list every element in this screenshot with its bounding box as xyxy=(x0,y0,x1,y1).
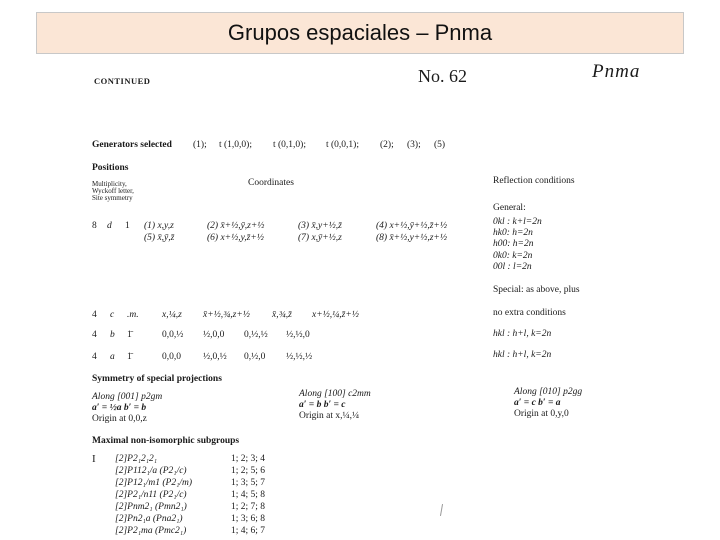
subgroup-entry: [2]P2₁/n11 (P2₁/c) xyxy=(115,490,187,500)
special-site-symmetry: .m. xyxy=(127,310,139,320)
subgroup-indices: 1; 3; 6; 8 xyxy=(231,514,266,524)
coordinate-entry: ½,½,½ xyxy=(286,352,313,362)
reflection-condition: 0kl : k+l=2n xyxy=(493,217,542,227)
group-number: No. 62 xyxy=(418,66,467,86)
special-wyckoff-letter: a xyxy=(110,352,115,362)
reflection-condition: 0k0: k=2n xyxy=(493,251,533,261)
coordinate-entry: (6) x+½,y,z̄+½ xyxy=(207,233,264,243)
slide-title-bar xyxy=(36,12,684,54)
special-multiplicity: 4 xyxy=(92,352,97,362)
coordinate-entry: x+½,¼,z̄+½ xyxy=(312,310,359,320)
coordinate-entry: (4) x+½,ȳ+½,z̄+½ xyxy=(376,221,447,231)
coordinate-entry: ½,½,0 xyxy=(286,330,310,340)
coordinates-label: Coordinates xyxy=(248,178,294,188)
special-wyckoff-letter: b xyxy=(110,330,115,340)
projection-line: Origin at 0,0,z xyxy=(92,414,147,424)
subgroup-indices: 1; 3; 5; 7 xyxy=(231,478,266,488)
generators-label: Generators selected xyxy=(92,140,172,150)
generator-item: (1); xyxy=(193,140,207,150)
coordinate-entry: ½,0,½ xyxy=(203,352,227,362)
coordinate-entry: x,¼,z xyxy=(162,310,182,320)
coordinate-entry: 0,0,½ xyxy=(162,330,184,340)
subgroup-roman: I xyxy=(92,453,96,465)
generator-item: (5) xyxy=(434,140,446,150)
coordinate-entry: x̄+½,¾,z+½ xyxy=(203,310,250,320)
positions-legend-line: Wyckoff letter, xyxy=(92,187,134,195)
subgroup-indices: 1; 4; 5; 8 xyxy=(231,490,266,500)
projections-label: Symmetry of special projections xyxy=(92,374,222,384)
special-wyckoff-letter: c xyxy=(110,310,115,320)
continued-label: CONTINUED xyxy=(94,76,151,86)
general-site-symmetry: 1 xyxy=(125,221,130,231)
coordinate-entry: (1) x,y,z xyxy=(144,221,174,231)
special-condition: no extra conditions xyxy=(493,308,566,318)
reflection-condition: h00: h=2n xyxy=(493,239,534,249)
generator-item: t (0,0,1); xyxy=(326,140,359,150)
subgroup-entry: [2]P2₁ma (Pmc2₁) xyxy=(115,526,187,536)
scan-mark xyxy=(440,504,443,516)
subgroup-entry: [2]Pnm2₁ (Pmn2₁) xyxy=(115,502,187,512)
subgroup-entry: [2]Pn2₁a (Pna2₁) xyxy=(115,514,183,524)
subgroups-label: Maximal non-isomorphic subgroups xyxy=(92,436,240,446)
reflection-condition: 00l : l=2n xyxy=(493,262,532,272)
coordinate-entry: (3) x̄,y+½,z̄ xyxy=(298,221,342,231)
projection-line: Origin at 0,y,0 xyxy=(514,409,569,419)
coordinate-entry: (7) x,ȳ+½,z xyxy=(298,233,342,243)
positions-legend-line: Multiplicity, xyxy=(92,180,127,188)
subgroup-indices: 1; 2; 3; 4 xyxy=(231,454,266,464)
subgroup-indices: 1; 4; 6; 7 xyxy=(231,526,266,536)
projection-line: a′ = c b′ = a xyxy=(514,398,561,408)
subgroup-entry: [2]P112₁/a (P2₁/c) xyxy=(115,466,187,476)
projection-line: Origin at x,¼,¼ xyxy=(299,411,360,421)
slide-title: Grupos espaciales – Pnma xyxy=(227,20,493,45)
coordinate-entry: 0,0,0 xyxy=(162,352,181,362)
subgroup-entry: [2]P2₁2₁2₁ xyxy=(115,454,158,464)
general-conditions-label: General: xyxy=(493,203,526,213)
projection-line: Along [010] p2gg xyxy=(514,387,583,397)
projection-line: a′ = ½a b′ = b xyxy=(92,403,147,413)
general-multiplicity: 8 xyxy=(92,221,97,231)
subgroup-entry: [2]P12₁/m1 (P2₁/m) xyxy=(115,478,193,488)
generator-item: (2); xyxy=(380,140,394,150)
special-condition: hkl : h+l, k=2n xyxy=(493,329,552,339)
coordinate-entry: 0,½,0 xyxy=(244,352,266,362)
special-site-symmetry: 1̄ xyxy=(127,330,132,340)
special-multiplicity: 4 xyxy=(92,330,97,340)
subgroup-indices: 1; 2; 5; 6 xyxy=(231,466,266,476)
coordinate-entry: (8) x̄+½,y+½,z+½ xyxy=(376,233,447,243)
positions-legend-line: Site symmetry xyxy=(92,194,133,202)
projection-line: Along [001] p2gm xyxy=(92,392,163,402)
generator-item: t (0,1,0); xyxy=(273,140,306,150)
subgroup-indices: 1; 2; 7; 8 xyxy=(231,502,266,512)
generator-item: (3); xyxy=(407,140,421,150)
coordinate-entry: (2) x̄+½,ȳ,z+½ xyxy=(207,221,265,231)
general-wyckoff-letter: d xyxy=(107,221,112,231)
reflection-conditions-label: Reflection conditions xyxy=(493,176,575,186)
special-site-symmetry: 1̄ xyxy=(127,352,132,362)
coordinate-entry: x̄,¾,z̄ xyxy=(272,310,292,320)
projection-line: Along [100] c2mm xyxy=(299,389,371,399)
special-multiplicity: 4 xyxy=(92,310,97,320)
coordinate-entry: 0,½,½ xyxy=(244,330,268,340)
positions-label: Positions xyxy=(92,163,129,173)
group-symbol: Pnma xyxy=(592,61,641,82)
special-condition: hkl : h+l, k=2n xyxy=(493,350,552,360)
generator-item: t (1,0,0); xyxy=(219,140,252,150)
reflection-condition: hk0: h=2n xyxy=(493,228,533,238)
special-conditions-label: Special: as above, plus xyxy=(493,285,580,295)
coordinate-entry: (5) x̄,ȳ,z̄ xyxy=(144,233,175,243)
coordinate-entry: ½,0,0 xyxy=(203,330,225,340)
projection-line: a′ = b b′ = c xyxy=(299,400,346,410)
